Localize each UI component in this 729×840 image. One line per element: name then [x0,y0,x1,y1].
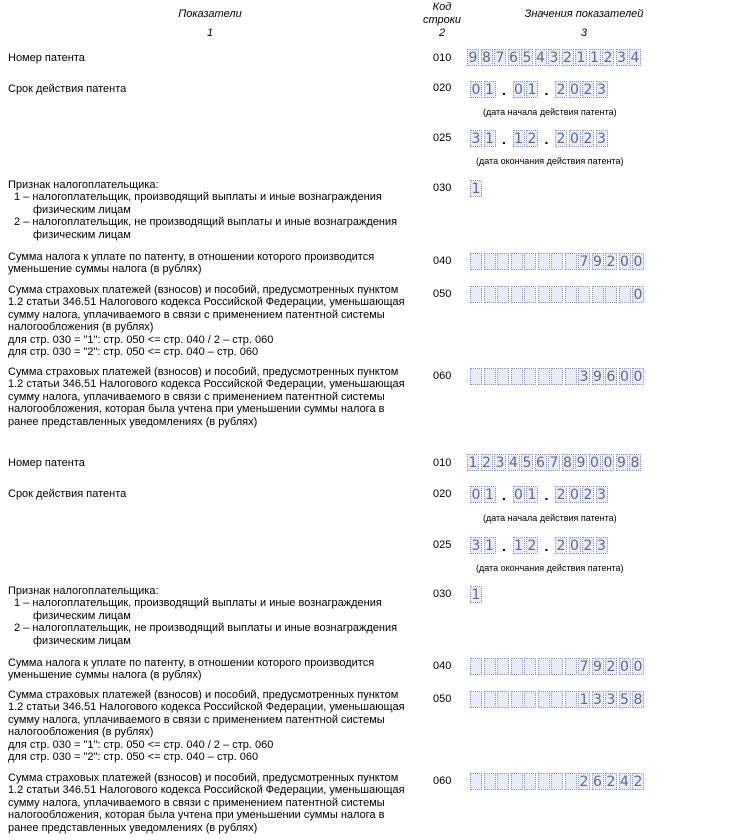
start-date-caption: (дата начала действия патента) [483,107,617,117]
char-cell[interactable]: 2 [583,537,593,554]
char-cell[interactable]: 3 [471,537,481,554]
prev-insurance-code: 060 [433,370,452,382]
char-cell[interactable]: 6 [606,368,616,385]
char-cell[interactable]: 0 [514,486,523,503]
taxpayer-sign-title: Признак налогоплательщика: [8,179,159,191]
char-cell[interactable]: 0 [633,658,643,675]
char-cell[interactable]: 3 [549,49,559,66]
char-cell[interactable] [538,253,550,270]
date-separator: . [544,130,549,147]
char-cell[interactable]: 2 [603,49,613,66]
char-cell[interactable] [511,253,523,270]
tax-amount-cells[interactable] [470,253,646,270]
char-cell[interactable] [524,691,536,708]
char-cell[interactable]: 0 [620,368,629,385]
char-cell[interactable] [484,368,496,385]
char-cell[interactable] [565,286,577,303]
char-cell[interactable]: 3 [471,130,481,147]
date-separator: . [544,537,549,554]
char-cell[interactable] [619,286,631,303]
end-date-caption: (дата окончания действия патента) [476,156,624,166]
char-cell[interactable]: 0 [620,658,629,675]
char-cell[interactable]: 3 [597,130,606,147]
char-cell[interactable]: 8 [630,454,640,471]
char-cell[interactable] [497,286,509,303]
end-date-caption: (дата окончания действия патента) [476,563,624,573]
prev-insurance-label [8,366,428,428]
prev-insurance-code: 060 [433,775,452,787]
insurance-label-line6: для стр. 030 = "2": стр. 050 <= стр. 040 – стр. 060 [8,346,259,359]
char-cell[interactable]: 0 [633,253,643,270]
insurance-amount-cells[interactable] [470,691,646,708]
char-cell[interactable]: 2 [527,130,537,147]
char-cell[interactable] [524,773,536,790]
sign-option-1-line2: физическим лицам [33,609,131,622]
char-cell[interactable]: 1 [485,81,494,98]
char-cell[interactable]: 2 [556,130,566,147]
char-cell[interactable]: 0 [570,486,579,503]
char-cell[interactable]: 1 [471,586,481,603]
tax-amount-cells[interactable] [470,658,646,675]
date-separator: . [544,486,549,503]
prev-insurance-label-line2: 1.2 статьи 346.51 Налогового кодекса Российской Федерации, уменьшающая [8,378,405,391]
char-cell[interactable]: 1 [527,81,537,98]
taxpayer-sign-label [8,179,428,241]
date-separator: . [502,130,506,147]
char-cell[interactable]: 2 [606,773,616,790]
insurance-amount-cells[interactable] [470,286,646,303]
char-cell[interactable] [484,773,496,790]
insurance-label-line4: налогообложения (в рублях) [8,726,154,739]
char-cell[interactable] [497,368,509,385]
char-cell[interactable]: 0 [590,454,599,471]
char-cell[interactable]: 1 [485,537,494,554]
date-separator: . [502,486,506,503]
char-cell[interactable]: 1 [485,486,494,503]
insurance-amount-code: 050 [433,288,452,300]
tax-amount-label [8,657,428,682]
col2-title-line1: Код [432,1,452,13]
char-cell[interactable] [484,286,496,303]
col1-number: 1 [206,27,214,39]
insurance-label-line3: сумму налога, уплачиваемого в связи с применением патентной системы [8,713,385,726]
taxpayer-sign-title: Признак налогоплательщика: [8,585,159,597]
insurance-label-line5: для стр. 030 = "1": стр. 050 <= стр. 040 / 2 – стр. 060 [8,738,274,751]
char-cell[interactable]: 2 [606,253,616,270]
prev-insurance-cells[interactable] [470,773,646,790]
char-cell[interactable] [511,368,523,385]
char-cell[interactable] [470,773,482,790]
char-cell[interactable]: 0 [570,81,579,98]
char-cell[interactable] [497,658,509,675]
char-cell[interactable] [551,691,563,708]
char-cell[interactable]: 6 [536,454,545,471]
patent-number-cells[interactable] [467,49,643,66]
patent-number-label: Номер патента [8,457,85,469]
prev-insurance-label-line1: Сумма страховых платежей (взносов) и пособий, предусмотренных пунктом [8,366,399,378]
char-cell[interactable]: 1 [527,486,537,503]
char-cell[interactable]: 2 [583,81,593,98]
taxpayer-sign-cells[interactable] [470,586,484,603]
char-cell[interactable] [551,773,563,790]
char-cell[interactable]: 4 [630,49,640,66]
char-cell[interactable] [524,253,536,270]
sign-option-1-line1: 1 – налогоплательщик, производящий выплаты и иные вознаграждения [14,191,382,204]
char-cell[interactable] [538,658,550,675]
char-cell[interactable] [538,368,550,385]
char-cell[interactable]: 2 [556,486,566,503]
char-cell[interactable] [497,691,509,708]
taxpayer-sign-cells[interactable] [470,180,484,197]
start-date-code: 020 [433,488,452,500]
insurance-label-line6: для стр. 030 = "2": стр. 050 <= стр. 040 – стр. 060 [8,751,259,764]
patent-number-label: Номер патента [8,52,85,64]
char-cell[interactable]: 9 [468,49,478,66]
char-cell[interactable] [565,691,577,708]
char-cell[interactable]: 3 [606,691,616,708]
char-cell[interactable]: 7 [579,658,589,675]
prev-insurance-label-line5: ранее представленных уведомлениях (в рублях) [8,821,258,834]
char-cell[interactable] [484,691,496,708]
char-cell[interactable]: 3 [597,486,606,503]
char-cell[interactable] [484,253,496,270]
tax-amount-label-line1: Сумма налога к уплате по патенту, в отношении которого производится [8,251,375,263]
char-cell[interactable] [551,286,563,303]
insurance-label-line1: Сумма страховых платежей (взносов) и пособий, предусмотренных пунктом [8,689,399,701]
char-cell[interactable] [565,773,577,790]
insurance-label-line3: сумму налога, уплачиваемого в связи с применением патентной системы [8,308,385,321]
prev-insurance-label-line5: ранее представленных уведомлениях (в рублях) [8,415,258,428]
char-cell[interactable]: 3 [597,81,606,98]
char-cell[interactable] [551,368,563,385]
char-cell[interactable]: 0 [471,81,481,98]
char-cell[interactable]: 2 [556,81,566,98]
char-cell[interactable] [551,253,563,270]
char-cell[interactable]: 8 [482,49,491,66]
char-cell[interactable]: 3 [495,454,505,471]
insurance-amount-code: 050 [433,693,452,705]
char-cell[interactable]: 6 [593,773,602,790]
char-cell[interactable]: 2 [482,454,491,471]
tax-amount-label-line2: уменьшение суммы налога (в рублях) [8,263,202,276]
char-cell[interactable]: 0 [570,537,579,554]
end-date-cells[interactable] [470,537,609,554]
char-cell[interactable] [524,368,536,385]
char-cell[interactable] [551,658,563,675]
char-cell[interactable]: 9 [593,658,602,675]
char-cell[interactable]: 2 [583,130,593,147]
end-date-code: 025 [433,539,452,551]
char-cell[interactable]: 8 [563,454,572,471]
sign-option-2-line2: физическим лицам [33,634,131,647]
sign-option-2-line2: физическим лицам [33,228,131,241]
insurance-amount-label [8,689,428,763]
char-cell[interactable]: 2 [527,537,537,554]
char-cell[interactable] [565,658,577,675]
tax-amount-code: 040 [433,255,452,267]
char-cell[interactable]: 2 [579,773,589,790]
char-cell[interactable]: 9 [617,454,626,471]
char-cell[interactable]: 6 [509,49,518,66]
patent-term-label: Срок действия патента [8,488,127,500]
insurance-label-line4: налогообложения (в рублях) [8,321,154,334]
char-cell[interactable] [511,658,523,675]
prev-insurance-label [8,772,428,834]
prev-insurance-label-line2: 1.2 статьи 346.51 Налогового кодекса Российской Федерации, уменьшающая [8,784,405,797]
char-cell[interactable]: 8 [633,691,643,708]
char-cell[interactable] [592,286,604,303]
patent-number-cells[interactable] [467,454,643,471]
end-date-cells[interactable] [470,130,609,147]
char-cell[interactable]: 3 [593,691,602,708]
char-cell[interactable]: 1 [485,130,494,147]
prev-insurance-label-line1: Сумма страховых платежей (взносов) и пособий, предусмотренных пунктом [8,772,399,784]
char-cell[interactable] [470,368,482,385]
char-cell[interactable]: 9 [593,253,602,270]
char-cell[interactable]: 4 [620,773,629,790]
char-cell[interactable]: 0 [603,454,613,471]
start-date-caption: (дата начала действия патента) [483,513,617,523]
taxpayer-sign-code: 030 [433,182,452,194]
taxpayer-sign-code: 030 [433,588,452,600]
char-cell[interactable] [497,253,509,270]
tax-amount-code: 040 [433,660,452,672]
insurance-amount-label [8,284,428,358]
date-separator: . [502,81,506,98]
char-cell[interactable]: 4 [536,49,545,66]
char-cell[interactable] [484,658,496,675]
char-cell[interactable] [470,286,482,303]
end-date-code: 025 [433,132,452,144]
col1-title: Показатели [178,8,242,20]
char-cell[interactable]: 5 [620,691,629,708]
char-cell[interactable]: 1 [576,49,586,66]
char-cell[interactable] [511,286,523,303]
start-date-cells[interactable] [470,486,609,503]
char-cell[interactable] [578,286,590,303]
patent-term-label: Срок действия патента [8,83,127,95]
char-cell[interactable] [497,773,509,790]
char-cell[interactable]: 5 [522,49,532,66]
char-cell[interactable]: 7 [579,253,589,270]
char-cell[interactable]: 7 [549,454,559,471]
date-separator: . [502,537,506,554]
char-cell[interactable] [470,658,482,675]
prev-insurance-cells[interactable] [470,368,646,385]
char-cell[interactable]: 3 [579,368,589,385]
col3-title: Значения показателей [524,8,644,20]
insurance-label-line5: для стр. 030 = "1": стр. 050 <= стр. 040 / 2 – стр. 060 [8,333,274,346]
patent-number-code: 010 [433,457,452,469]
char-cell[interactable]: 9 [593,368,602,385]
col2-number: 2 [438,27,446,39]
start-date-cells[interactable] [470,81,609,98]
prev-insurance-label-line3: сумму налога, уплачиваемого в связи с применением патентной системы [8,390,385,403]
char-cell[interactable] [538,691,550,708]
char-cell[interactable]: 3 [617,49,626,66]
char-cell[interactable]: 2 [633,773,643,790]
char-cell[interactable] [470,253,482,270]
char-cell[interactable]: 1 [590,49,599,66]
col3-number: 3 [580,27,588,39]
char-cell[interactable]: 7 [495,49,505,66]
taxpayer-sign-label [8,585,428,647]
char-cell[interactable] [605,286,617,303]
char-cell[interactable]: 9 [576,454,586,471]
char-cell[interactable]: 1 [514,130,523,147]
char-cell[interactable] [565,253,577,270]
sign-option-1-line1: 1 – налогоплательщик, производящий выплаты и иные вознаграждения [14,597,382,610]
char-cell[interactable]: 0 [633,286,643,303]
char-cell[interactable]: 2 [563,49,572,66]
char-cell[interactable] [511,691,523,708]
insurance-label-line2: 1.2 статьи 346.51 Налогового кодекса Российской Федерации, уменьшающая [8,701,405,714]
char-cell[interactable]: 1 [514,537,523,554]
prev-insurance-label-line3: сумму налога, уплачиваемого в связи с применением патентной системы [8,796,385,809]
date-separator: . [544,81,549,98]
char-cell[interactable] [524,286,536,303]
sign-option-2-line1: 2 – налогоплательщик, не производящий выплаты и иные вознаграждения [14,622,398,635]
char-cell[interactable]: 1 [471,180,481,197]
char-cell[interactable] [565,368,577,385]
char-cell[interactable]: 0 [570,130,579,147]
patent-number-code: 010 [433,52,452,64]
insurance-label-line1: Сумма страховых платежей (взносов) и пособий, предусмотренных пунктом [8,284,399,296]
char-cell[interactable]: 0 [633,368,643,385]
char-cell[interactable] [511,773,523,790]
char-cell[interactable] [538,286,550,303]
start-date-code: 020 [433,82,452,94]
char-cell[interactable] [538,773,550,790]
char-cell[interactable]: 3 [597,537,606,554]
tax-amount-label-line2: уменьшение суммы налога (в рублях) [8,669,202,682]
char-cell[interactable]: 4 [509,454,518,471]
char-cell[interactable]: 1 [468,454,478,471]
char-cell[interactable]: 0 [514,81,523,98]
tax-amount-label [8,251,428,276]
insurance-label-line2: 1.2 статьи 346.51 Налогового кодекса Российской Федерации, уменьшающая [8,296,405,309]
tax-amount-label-line1: Сумма налога к уплате по патенту, в отношении которого производится [8,657,375,669]
char-cell[interactable]: 5 [522,454,532,471]
char-cell[interactable]: 0 [471,486,481,503]
prev-insurance-label-line4: налогообложения, которая была учтена при уменьшении суммы налога в [8,403,385,416]
char-cell[interactable]: 2 [606,658,616,675]
sign-option-1-line2: физическим лицам [33,203,131,216]
char-cell[interactable]: 2 [583,486,593,503]
char-cell[interactable]: 1 [579,691,589,708]
sign-option-2-line1: 2 – налогоплательщик, не производящий выплаты и иные вознаграждения [14,216,398,229]
col2-title-line2: строки [422,14,462,26]
char-cell[interactable] [524,658,536,675]
prev-insurance-label-line4: налогообложения, которая была учтена при уменьшении суммы налога в [8,809,385,822]
char-cell[interactable] [470,691,482,708]
char-cell[interactable]: 2 [556,537,566,554]
char-cell[interactable]: 0 [620,253,629,270]
